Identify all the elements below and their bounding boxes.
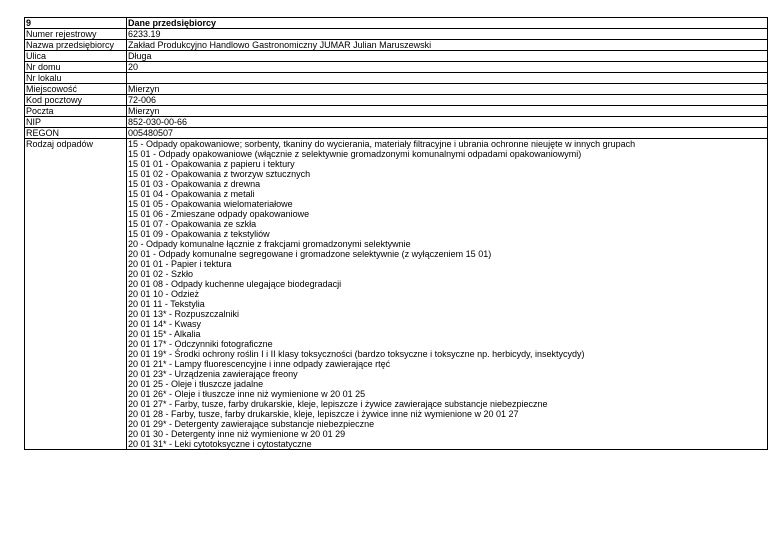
waste-item: 20 01 27* - Farby, tusze, farby drukarskie, kleje, lepiszcze i żywice zawierające substancje niebezpieczne [128,399,548,409]
waste-types-row [25,139,768,450]
waste-item: 20 01 01 - Papier i tektura [128,259,232,269]
waste-item: 20 01 17* - Odczynniki fotograficzne [128,339,273,349]
row-label: NIP [25,117,127,128]
table-row [25,51,768,62]
waste-item: 15 01 04 - Opakowania z metali [128,189,255,199]
row-label: Nr lokalu [25,73,127,84]
row-label: Nr domu [25,62,127,73]
waste-item: 15 01 06 - Zmieszane odpady opakowaniowe [128,209,310,219]
waste-item: 20 01 28 - Farby, tusze, farby drukarskie, kleje, lepiszcze i żywice inne niż wymienione w 20 01 27 [128,409,519,419]
waste-item: 20 01 25 - Oleje i tłuszcze jadalne [128,379,264,389]
row-value [127,73,768,84]
row-label: Ulica [25,51,127,62]
record-id: 9 [25,18,127,29]
waste-item: 20 01 15* - Alkalia [128,329,201,339]
table-row [25,95,768,106]
section-title: Dane przedsiębiorcy [127,18,768,29]
table-row [25,62,768,73]
table-row [25,73,768,84]
table-row [25,106,768,117]
waste-item: 20 - Odpady komunalne łącznie z frakcjami gromadzonymi selektywnie [128,239,411,249]
waste-item: 20 01 23* - Urządzenia zawierające freony [128,369,298,379]
waste-item: 20 01 10 - Odzież [128,289,200,299]
waste-types-list [127,139,768,450]
row-value: Mierzyn [127,84,768,95]
entrepreneur-data-table [24,17,768,450]
row-value: 005480507 [127,128,768,139]
waste-types-label: Rodzaj odpadów [25,139,127,450]
table-row [25,128,768,139]
row-value: Mierzyn [127,106,768,117]
waste-item: 15 01 07 - Opakowania ze szkła [128,219,257,229]
waste-item: 15 01 09 - Opakowania z tekstyliów [128,229,270,239]
row-label: REGON [25,128,127,139]
waste-item: 20 01 13* - Rozpuszczalniki [128,309,240,319]
row-value: 72-006 [127,95,768,106]
table-row [25,29,768,40]
waste-item: 20 01 21* - Lampy fluorescencyjne i inne odpady zawierające rtęć [128,359,391,369]
row-value: 6233.19 [127,29,768,40]
waste-item: 20 01 26* - Oleje i tłuszcze inne niż wymienione w 20 01 25 [128,389,366,399]
waste-item: 20 01 31* - Leki cytotoksyczne i cytostatyczne [128,439,312,449]
waste-item: 20 01 19* - Środki ochrony roślin I i II klasy toksyczności (bardzo toksyczne i toksyczne np. herbicydy, insektycydy) [128,349,585,359]
waste-item: 15 01 01 - Opakowania z papieru i tektury [128,159,295,169]
row-label: Kod pocztowy [25,95,127,106]
row-value: 20 [127,62,768,73]
row-value: Długa [127,51,768,62]
waste-item: 15 01 - Odpady opakowaniowe (włącznie z selektywnie gromadzonymi komunalnymi odpadami opakowaniowymi) [128,149,582,159]
row-label: Numer rejestrowy [25,29,127,40]
table-row [25,40,768,51]
waste-item: 15 - Odpady opakowaniowe; sorbenty, tkaniny do wycierania, materiały filtracyjne i ubrania ochronne nieujęte w innych grupach [128,139,636,149]
waste-item: 15 01 03 - Opakowania z drewna [128,179,261,189]
row-label: Miejscowość [25,84,127,95]
row-value: Zakład Produkcyjno Handlowo Gastronomiczny JUMAR Julian Maruszewski [127,40,768,51]
waste-item: 20 01 08 - Odpady kuchenne ulegające biodegradacji [128,279,342,289]
row-label: Nazwa przedsiębiorcy [25,40,127,51]
table-row [25,84,768,95]
waste-item: 15 01 05 - Opakowania wielomateriałowe [128,199,293,209]
waste-item: 20 01 14* - Kwasy [128,319,202,329]
table-row [25,117,768,128]
row-label: Poczta [25,106,127,117]
waste-item: 20 01 29* - Detergenty zawierające substancje niebezpieczne [128,419,375,429]
waste-item: 20 01 02 - Szkło [128,269,194,279]
waste-item: 20 01 - Odpady komunalne segregowane i gromadzone selektywnie (z wyłączeniem 15 01) [128,249,492,259]
waste-item: 20 01 30 - Detergenty inne niż wymienione w 20 01 29 [128,429,346,439]
waste-item: 20 01 11 - Tekstylia [128,299,205,309]
row-value: 852-030-00-66 [127,117,768,128]
table-header-row [25,18,768,29]
waste-item: 15 01 02 - Opakowania z tworzyw sztucznych [128,169,311,179]
